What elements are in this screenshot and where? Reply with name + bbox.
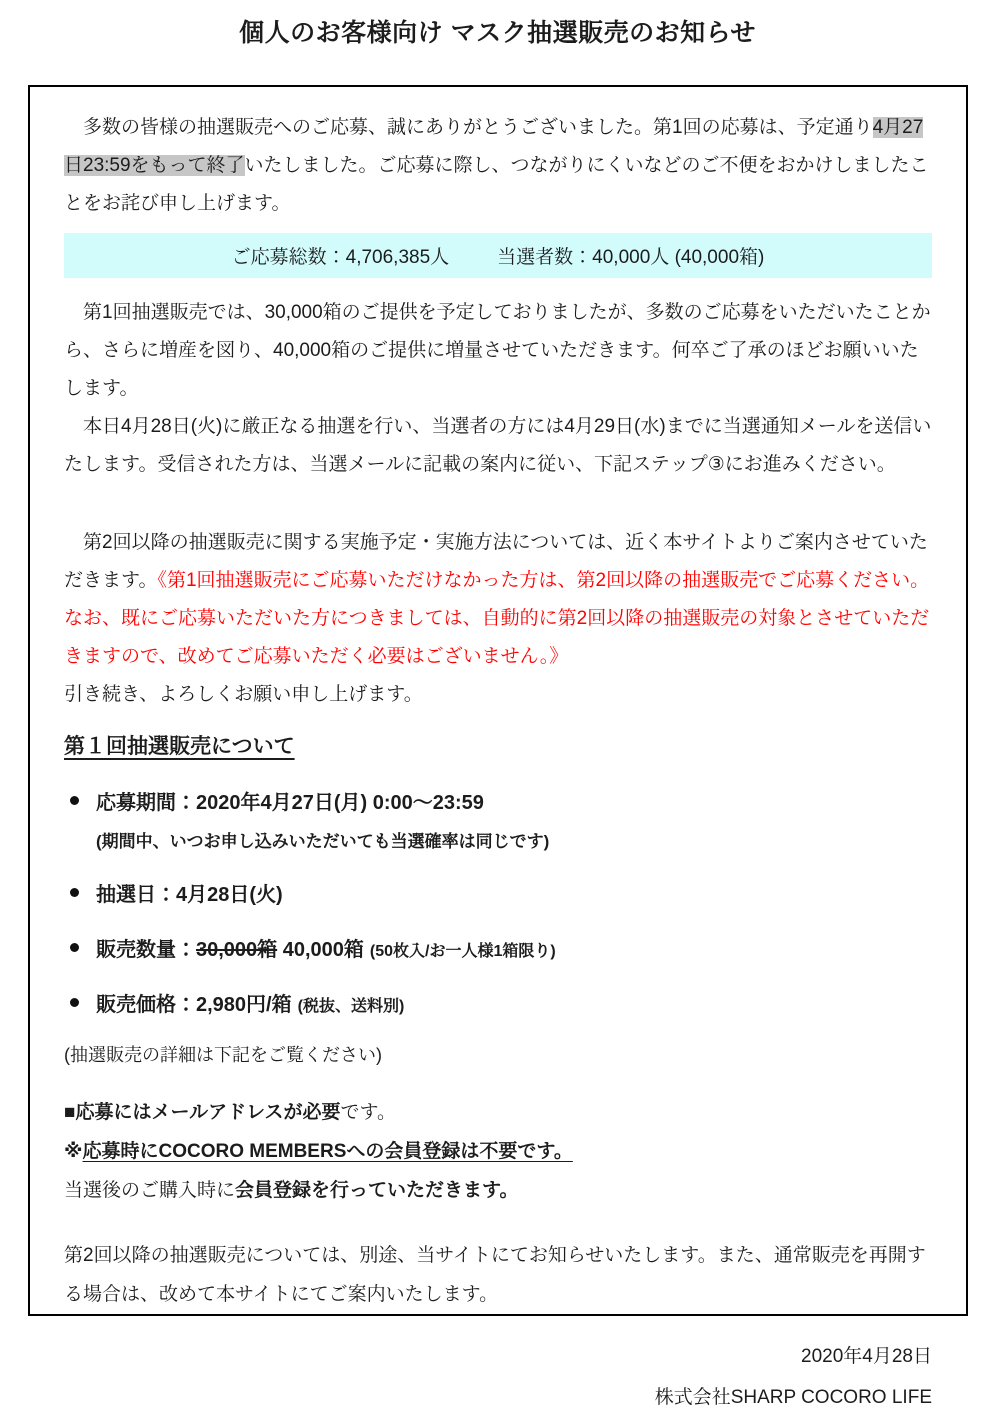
details-reference-note: (抽選販売の詳細は下記をご覧ください): [64, 1045, 382, 1065]
paragraph-round2-text: 第2回以降の抽選販売に関する実施予定・実施方法については、近く本サイトよりご案内させていただきます。: [64, 532, 928, 591]
paragraph-thanks: [64, 109, 932, 223]
purchase-registration-bold: 会員登録を行っていただきます。: [235, 1180, 519, 1201]
paragraph-round2: [64, 524, 932, 676]
email-required-bold: ■応募にはメールアドレスが必要: [64, 1102, 341, 1123]
bullet-dot-icon: [70, 888, 79, 897]
total-applicants: ご応募総数：4,706,385人: [231, 247, 450, 268]
email-required-line: [64, 1093, 932, 1132]
membership-note-mark: ※: [64, 1141, 83, 1162]
application-period-note: (期間中、いつお申し込みいただいても当選確率は同じです): [96, 832, 550, 851]
page-title: 個人のお客様向け マスク抽選販売のお知らせ: [239, 19, 756, 47]
application-period-value: 応募期間：2020年4月27日(月) 0:00～23:59: [96, 792, 484, 814]
paragraph-draw-notify: 本日4月28日(火)に厳正なる抽選を行い、当選者の方には4月29日(水)までに当選通知メールを送信いたします。受信された方は、当選メールに記載の案内に従い、下記ステップ③にお進みください。: [64, 416, 932, 475]
draw-date-value: 抽選日：4月28日(火): [96, 884, 283, 906]
sales-quantity-label: 販売数量：: [96, 939, 196, 961]
winners-count: 当選者数：40,000人 (40,000箱): [497, 247, 765, 268]
sales-quantity-note: (50枚入/お一人様1箱限り): [369, 943, 556, 960]
section-heading-first-lottery: 第１回抽選販売について: [64, 735, 295, 758]
bullet-application-period: [70, 786, 932, 815]
requirements-block: [64, 1093, 932, 1210]
purchase-registration-prefix: 当選後のご購入時に: [64, 1180, 236, 1201]
bullet-draw-date: [70, 878, 932, 907]
bullet-dot-icon: [70, 998, 79, 1007]
paragraph-thanks-text: 多数の皆様の抽選販売へのご応募、誠にありがとうございました。第1回の応募は、予定通り: [83, 117, 873, 138]
paragraph-closing: 引き続き、よろしくお願い申し上げます。: [64, 684, 423, 705]
bullet-dot-icon: [70, 943, 79, 952]
round2-alert-text: 《第1回抽選販売にご応募いただけなかった方は、第2回以降の抽選販売でご応募ください。 なお、既にご応募いただいた方につきましては、自動的に第2回以降の抽選販売の対象とさせていただきますので、改めてご応募いただく必要はございません。》: [64, 570, 930, 667]
stats-banner: [64, 233, 932, 278]
signature-company: 株式会社SHARP COCORO LIFE: [654, 1387, 932, 1408]
sales-quantity-new: 40,000箱: [282, 939, 364, 961]
deadline-highlight: 4月27日23:59をもって終了: [64, 117, 924, 176]
bullet-sales-quantity: [70, 933, 932, 962]
bullet-sales-price: [70, 988, 932, 1017]
sales-quantity-old: 30,000箱: [196, 939, 278, 961]
signature-block: [64, 1336, 932, 1418]
email-required-rest: です。: [340, 1102, 397, 1123]
sales-price-value: 販売価格：2,980円/箱: [96, 994, 292, 1016]
bullet-dot-icon: [70, 796, 79, 805]
membership-note-text: 応募時にCOCORO MEMBERSへの会員登録は不要です。: [82, 1141, 573, 1162]
sales-price-note: (税抜、送料別): [297, 998, 405, 1015]
paragraph-next-rounds: 第2回以降の抽選販売については、別途、当サイトにてお知らせいたします。また、通常販売を再開する場合は、改めて本サイトにてご案内いたします。: [64, 1245, 926, 1305]
paragraph-thanks-text-rest: いたしました。ご応募に際し、つながりにくいなどのご不便をおかけしましたことをお詫び申し上げます。: [64, 155, 929, 214]
membership-note-line: [64, 1132, 932, 1171]
signature-date: 2020年4月28日: [801, 1346, 932, 1367]
paragraph-increase: 第1回抽選販売では、30,000箱のご提供を予定しておりましたが、多数のご応募をいただいたことから、さらに増産を図り、40,000箱のご提供に増量させていただきます。何卒ご了承のほどお願いいたします。: [64, 302, 931, 399]
purchase-registration-line: [64, 1171, 932, 1210]
notice-frame: [28, 85, 968, 1408]
